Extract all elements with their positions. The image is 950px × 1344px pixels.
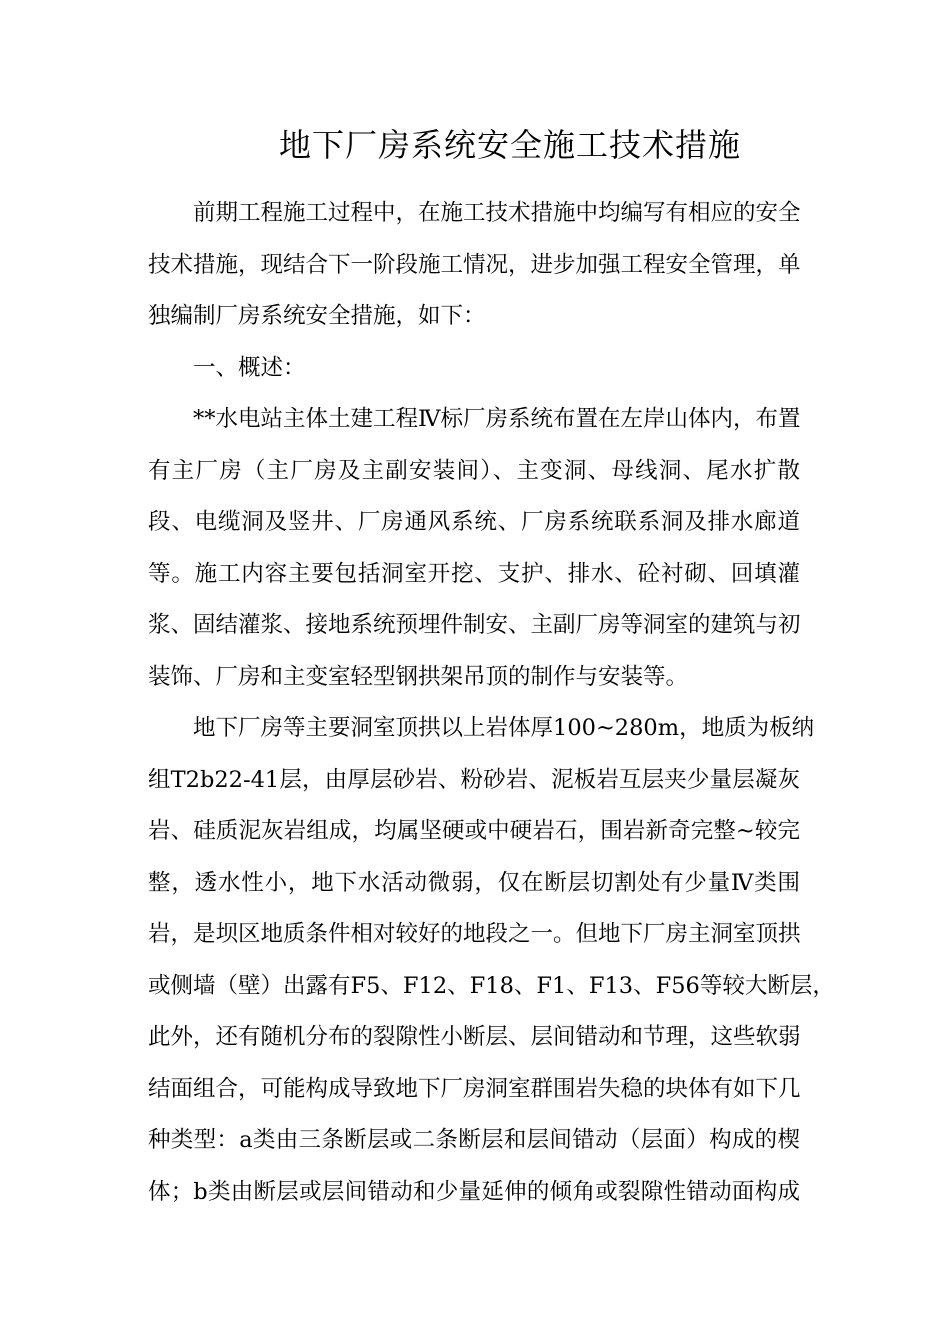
- paragraph-line: 等。施工内容主要包括洞室开挖、支护、排水、砼衬砌、回填灌: [148, 560, 800, 587]
- paragraph-line: 独编制厂房系统安全措施，如下：: [148, 303, 486, 329]
- paragraph-line: 岩、硅质泥灰岩组成，均属坚硬或中硬岩石，围岩新奇完整~较完: [148, 818, 800, 844]
- paragraph-line: 有主厂房（主厂房及主副安装间）、主变洞、母线洞、尾水扩散: [148, 457, 800, 484]
- paragraph-line: 一、概述：: [193, 354, 306, 381]
- paragraph-line: 浆、固结灌浆、接地系统预埋件制安、主副厂房等洞室的建筑与初: [148, 612, 801, 638]
- paragraph-line: 前期工程施工过程中，在施工技术措施中均编写有相应的安全: [193, 200, 801, 226]
- paragraph-line: 整，透水性小，地下水活动微弱，仅在断层切割处有少量Ⅳ类围: [148, 869, 800, 896]
- paragraph-line: 组T2b22-41层，由厚层砂岩、粉砂岩、泥板岩互层夹少量层凝灰: [148, 766, 800, 793]
- paragraph-line: 体；b类由断层或层间错动和少量延伸的倾角或裂隙性错动面构成: [148, 1178, 800, 1205]
- paragraph-line: 结面组合，可能构成导致地下厂房洞室群围岩失稳的块体有如下几: [148, 1075, 801, 1102]
- paragraph-line: 岩，是坝区地质条件相对较好的地段之一。但地下厂房主洞室顶拱: [148, 921, 801, 947]
- paragraph-line: 装饰、厂房和主变室轻型钢拱架吊顶的制作与安装等。: [148, 663, 689, 690]
- paragraph-line: 种类型：a类由三条断层或二条断层和层间错动（层面）构成的楔: [148, 1127, 800, 1153]
- paragraph-line: 此外，还有随机分布的裂隙性小断层、层间错动和节理，这些软弱: [148, 1024, 801, 1050]
- document-title: 地下厂房系统安全施工技术措施: [278, 126, 741, 164]
- paragraph-line: 或侧墙（壁）出露有F5、F12、F18、F1、F13、F56等较大断层，: [148, 972, 835, 999]
- paragraph-line: 段、电缆洞及竖井、厂房通风系统、厂房系统联系洞及排水廊道: [148, 509, 800, 535]
- paragraph-line: **水电站主体土建工程Ⅳ标厂房系统布置在左岸山体内，布置: [193, 406, 801, 432]
- paragraph-line: 地下厂房等主要洞室顶拱以上岩体厚100~280m，地质为板纳: [193, 715, 815, 741]
- document-body: [148, 188, 835, 1218]
- paragraph-line: 技术措施，现结合下一阶段施工情况，进步加强工程安全管理，单: [148, 251, 801, 278]
